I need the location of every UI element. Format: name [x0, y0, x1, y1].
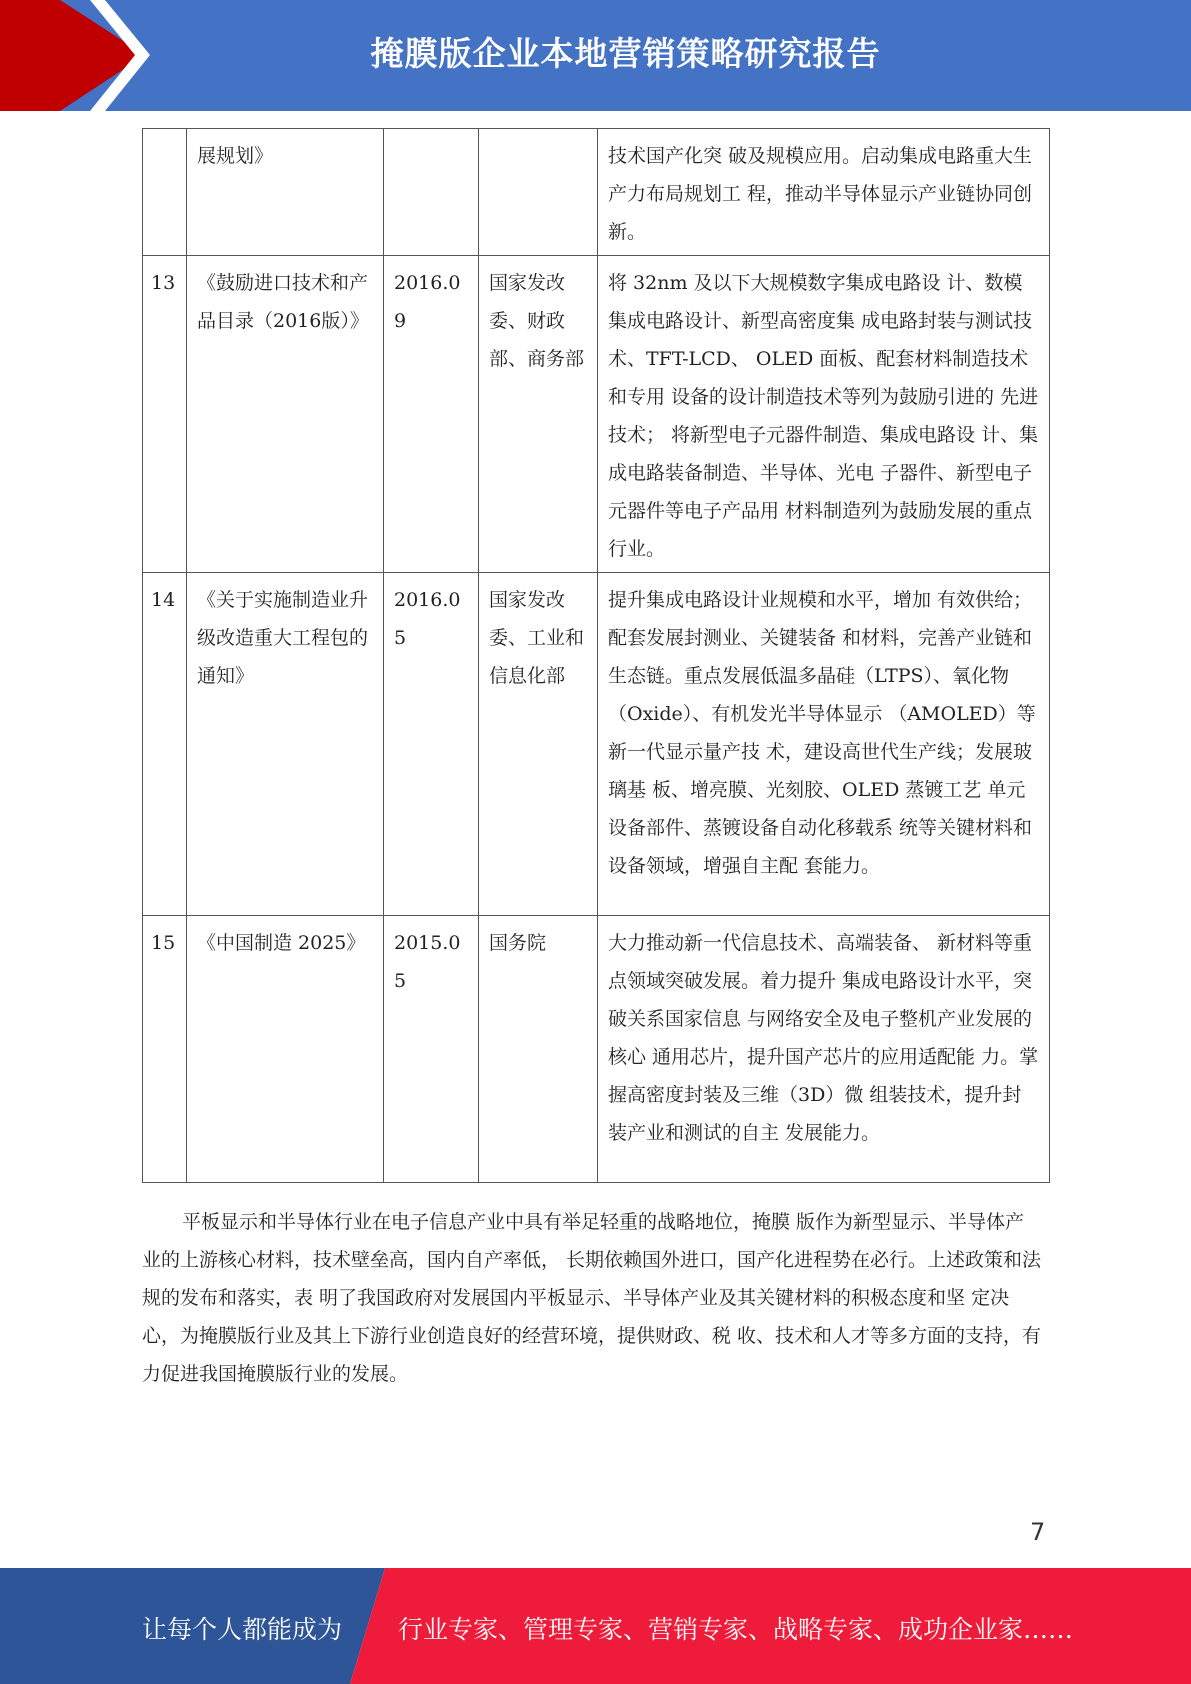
policy-name: 《关于实施制造业升级改造重大工程包的通知》	[187, 573, 384, 916]
policy-content: 大力推动新一代信息技术、高端装备、 新材料等重点领域突破发展。着力提升 集成电路设计水平，突破关系国家信息 与网络安全及电子整机产业发展的核心 通用芯片，提升国产芯片的应用适配能 力。掌握高密度封装及三维（3D）微 组装技术，提升封装产业和测试的自主 发展能力。	[598, 916, 1050, 1183]
page-number: 7	[1030, 1518, 1046, 1546]
policy-department: 国务院	[479, 916, 598, 1183]
policy-department: 国家发改委、工业和信息化部	[479, 573, 598, 916]
body-paragraph: 平板显示和半导体行业在电子信息产业中具有举足轻重的战略地位，掩膜 版作为新型显示、半导体产业的上游核心材料，技术壁垒高，国内自产率低， 长期依赖国外进口，国产化进程势在必行。上述政策和法规的发布和落实，表 明了我国政府对发展国内平板显示、半导体产业及其关键材料的积极态度和坚 定决心，为掩膜版行业及其上下游行业创造良好的经营环境，提供财政、税 收、技术和人才等多方面的支持，有力促进我国掩膜版行业的发展。	[142, 1211, 1042, 1385]
policy-content: 技术国产化突 破及规模应用。启动集成电路重大生产力布局规划工 程，推动半导体显示产业链协同创新。	[598, 129, 1050, 256]
page-header	[0, 0, 1191, 111]
report-title: 掩膜版企业本地营销策略研究报告	[370, 34, 881, 73]
table-row	[143, 573, 1050, 916]
table-row	[143, 916, 1050, 1183]
table-row	[143, 256, 1050, 573]
policy-content: 将 32nm 及以下大规模数字集成电路设 计、数模集成电路设计、新型高密度集 成电路封装与测试技术、TFT-LCD、 OLED 面板、配套材料制造技术和专用 设备的设计制造技术等列为鼓励引进的 先进技术； 将新型电子元器件制造、集成电路设 计、集成电路装备制造、半导体、光电 子器件、新型电子元器件等电子产品用 材料制造列为鼓励发展的重点行业。	[598, 256, 1050, 573]
policy-name: 展规划》	[187, 129, 384, 256]
policy-table	[142, 128, 1050, 1183]
page-footer	[0, 1568, 1191, 1684]
row-number: 14	[143, 573, 187, 916]
footer-slogan-right: 行业专家、管理专家、营销专家、战略专家、成功企业家……	[398, 1615, 1074, 1644]
policy-date: 2015.05	[384, 916, 479, 1183]
table-row	[143, 129, 1050, 256]
policy-name: 《鼓励进口技术和产品目录（2016版）》	[187, 256, 384, 573]
policy-department	[479, 129, 598, 256]
policy-date	[384, 129, 479, 256]
row-number	[143, 129, 187, 256]
footer-slogan-left: 让每个人都能成为	[142, 1615, 343, 1644]
policy-date: 2016.05	[384, 573, 479, 916]
row-number: 15	[143, 916, 187, 1183]
row-number: 13	[143, 256, 187, 573]
policy-date: 2016.09	[384, 256, 479, 573]
policy-content: 提升集成电路设计业规模和水平，增加 有效供给；配套发展封测业、关键装备 和材料，完善产业链和生态链。重点发展低温多晶硅（LTPS）、氧化物 （Oxide）、有机发光半导体显示 （AMOLED）等新一代显示量产技 术，建设高世代生产线；发展玻璃基 板、增亮膜、光刻胶、OLED 蒸镀工艺 单元设备部件、蒸镀设备自动化移载系 统等关键材料和设备领域，增强自主配 套能力。	[598, 573, 1050, 916]
policy-department: 国家发改委、财政部、商务部	[479, 256, 598, 573]
policy-name: 《中国制造 2025》	[187, 916, 384, 1183]
